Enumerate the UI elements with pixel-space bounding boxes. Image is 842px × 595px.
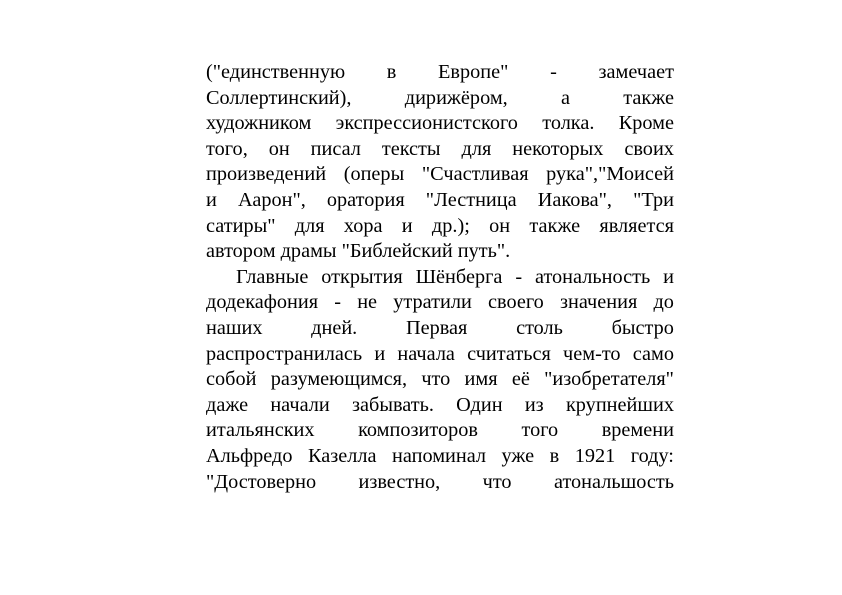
word: того, bbox=[206, 137, 248, 160]
word: своих bbox=[624, 137, 674, 160]
word: начали bbox=[270, 393, 330, 416]
word: а bbox=[561, 86, 571, 109]
word: атональность bbox=[534, 265, 651, 288]
word: композиторов bbox=[358, 419, 478, 442]
word: считаться bbox=[467, 342, 551, 365]
word: он bbox=[489, 214, 511, 237]
word: и bbox=[401, 214, 413, 237]
word: Один bbox=[456, 393, 503, 416]
word: (оперы bbox=[343, 163, 405, 186]
word: также bbox=[623, 86, 674, 109]
word: из bbox=[524, 393, 544, 416]
text-line bbox=[206, 444, 674, 470]
word: Европе" bbox=[438, 61, 509, 83]
word: начала bbox=[397, 342, 455, 365]
word: - bbox=[515, 265, 523, 288]
word: некоторых bbox=[512, 137, 604, 160]
word: разумеющимся, bbox=[270, 368, 408, 391]
word: дирижёром, bbox=[404, 86, 508, 109]
word: что bbox=[421, 368, 451, 391]
word: также bbox=[529, 214, 581, 237]
word: утратили bbox=[393, 291, 472, 314]
word: Альфредо bbox=[206, 444, 293, 467]
word: времени bbox=[601, 419, 674, 442]
word: крупнейших bbox=[565, 393, 674, 416]
word: итальянских bbox=[206, 419, 315, 442]
word: значения bbox=[559, 291, 638, 314]
word: для bbox=[461, 137, 492, 160]
word: году: bbox=[630, 444, 674, 467]
word: Иакова", bbox=[537, 188, 612, 211]
word: Аарон", bbox=[237, 188, 306, 211]
word: Кроме bbox=[618, 112, 674, 135]
text-line bbox=[206, 239, 674, 265]
word: атональшость bbox=[553, 470, 674, 493]
word: для bbox=[294, 214, 325, 237]
word: Казелла bbox=[307, 444, 377, 467]
word: напоминал bbox=[392, 444, 487, 467]
word: Первая bbox=[405, 316, 468, 339]
word: уже bbox=[501, 444, 535, 467]
word: не bbox=[357, 291, 378, 314]
word: 1921 bbox=[574, 444, 616, 467]
word: экспрессионистского bbox=[335, 112, 518, 135]
word: произведений bbox=[206, 163, 327, 186]
word: хора bbox=[343, 214, 383, 237]
word: тексты bbox=[381, 137, 441, 160]
word: замечает bbox=[598, 61, 674, 83]
word: открытия bbox=[321, 265, 403, 288]
word: - bbox=[334, 291, 342, 314]
word: дней. bbox=[311, 316, 358, 339]
text-line bbox=[206, 470, 674, 496]
word: он bbox=[268, 137, 290, 160]
word: что bbox=[482, 470, 512, 493]
word: Шёнберга bbox=[415, 265, 503, 288]
word: толка. bbox=[542, 112, 595, 135]
word: является bbox=[599, 214, 674, 237]
word: и bbox=[206, 188, 217, 211]
text-line bbox=[206, 111, 674, 137]
word: чем-то bbox=[563, 342, 621, 365]
word: имя bbox=[464, 368, 498, 391]
word: рука","Моисей bbox=[546, 163, 674, 186]
word: сатиры" bbox=[206, 214, 276, 237]
word: своего bbox=[488, 291, 544, 314]
text-line bbox=[206, 316, 674, 342]
word: наших bbox=[206, 316, 263, 339]
text-line bbox=[206, 60, 674, 86]
text-column bbox=[206, 60, 674, 495]
word: "изобретателя" bbox=[544, 368, 674, 391]
word: само bbox=[632, 342, 674, 365]
word: "Счастливая bbox=[421, 163, 529, 186]
word: ("единственную bbox=[206, 61, 346, 83]
text-line bbox=[206, 393, 674, 419]
text-line bbox=[206, 367, 674, 393]
text-line bbox=[206, 214, 674, 240]
word: додекафония bbox=[206, 291, 319, 314]
word: - bbox=[550, 61, 557, 83]
word: "Достоверно bbox=[206, 470, 317, 493]
text-line bbox=[206, 418, 674, 444]
text-line bbox=[206, 265, 674, 291]
word: художником bbox=[206, 112, 312, 135]
word: Соллертинский), bbox=[206, 86, 352, 109]
text-line bbox=[206, 137, 674, 163]
text-line bbox=[206, 342, 674, 368]
word: того bbox=[521, 419, 559, 442]
word: забывать. bbox=[351, 393, 434, 416]
word: собой bbox=[206, 368, 257, 391]
word: её bbox=[511, 368, 530, 391]
paragraph-2 bbox=[206, 265, 674, 495]
text-line bbox=[206, 86, 674, 112]
word: др.); bbox=[431, 214, 470, 237]
word: Главные bbox=[236, 265, 309, 288]
word: писал bbox=[310, 137, 361, 160]
word: в bbox=[549, 444, 560, 467]
text-line bbox=[206, 290, 674, 316]
paragraph-1 bbox=[206, 60, 674, 265]
word: и bbox=[374, 342, 386, 365]
word: автором драмы "Библейский путь". bbox=[206, 240, 511, 263]
word: "Три bbox=[633, 188, 674, 211]
text-line bbox=[206, 188, 674, 214]
word: оратория bbox=[326, 188, 405, 211]
word: в bbox=[386, 61, 397, 83]
word: и bbox=[663, 265, 674, 288]
word: до bbox=[653, 291, 674, 314]
word: известно, bbox=[358, 470, 441, 493]
text-line bbox=[206, 162, 674, 188]
word: даже bbox=[206, 393, 249, 416]
word: быстро bbox=[611, 316, 674, 339]
word: "Лестница bbox=[425, 188, 517, 211]
word: распространилась bbox=[206, 342, 363, 365]
word: столь bbox=[516, 316, 563, 339]
